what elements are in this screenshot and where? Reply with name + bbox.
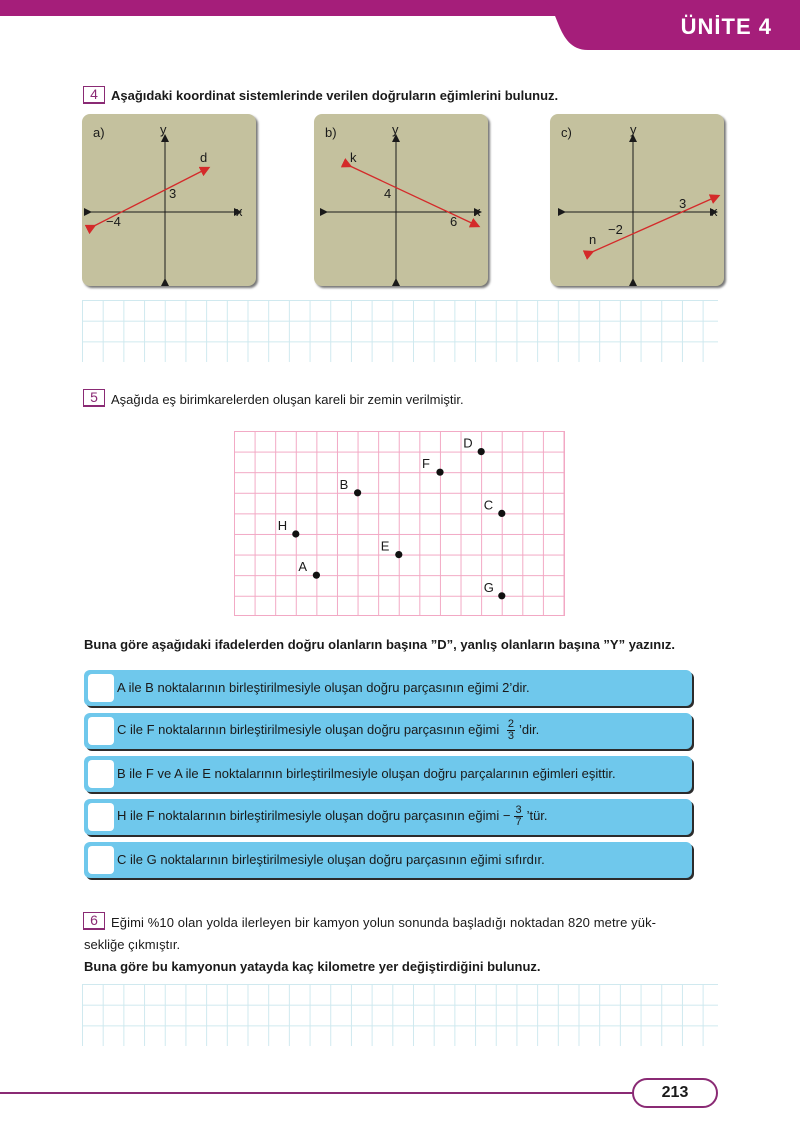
x-axis-label: x <box>236 204 243 219</box>
point-label-h: H <box>277 518 288 533</box>
statement-text: H ile F noktalarının birleştirilmesiyle oluşan doğru parçasının eğimi <box>117 807 500 823</box>
x-axis-label: x <box>711 204 718 219</box>
point-label-a: A <box>298 559 308 575</box>
unit-label: ÜNİTE 4 <box>680 14 772 39</box>
point-c <box>498 510 505 517</box>
q4-prompt: Aşağıdaki koordinat sistemlerinde verilen doğruların eğimlerini bulunuz. <box>111 88 559 103</box>
point-g <box>498 592 505 599</box>
point-d <box>478 448 485 455</box>
question-number-4: 4 <box>83 86 105 104</box>
graph-c <box>550 114 724 286</box>
fraction <box>514 805 522 828</box>
square-grid <box>234 431 565 616</box>
answer-grid-q6[interactable] <box>82 984 718 1046</box>
fraction-numerator: 3 <box>515 804 522 816</box>
statement-text: C ile G noktalarının birleştirilmesiyle oluşan doğru parçasının eğimi sıfırdır. <box>117 852 545 867</box>
statement-suffix: ’tür. <box>526 807 548 823</box>
statement-4 <box>84 799 692 835</box>
graph-label: b) <box>325 125 337 140</box>
x-intercept-label: 6 <box>450 214 458 229</box>
statement-text: A ile B noktalarının birleştirilmesiyle oluşan doğru parçasının eğimi 2’dir. <box>117 680 530 695</box>
fraction-denominator: 3 <box>507 730 514 742</box>
answer-grid-q4[interactable] <box>82 300 718 362</box>
graph-label: a) <box>93 125 105 140</box>
statement-text: B ile F ve A ile E noktalarının birleştirilmesiyle oluşan doğru parçalarının eğimleri eşittir. <box>117 766 616 781</box>
y-axis-label: y <box>630 122 637 137</box>
graph-a <box>82 114 256 286</box>
statement-content <box>117 719 539 742</box>
point-label-d: D <box>463 435 473 451</box>
point-label-e: E <box>380 538 390 554</box>
statement-text: C ile F noktalarının birleştirilmesiyle oluşan doğru parçasının eğimi <box>117 721 500 737</box>
point-label-c: C <box>483 497 494 513</box>
point-label-g: G <box>483 579 494 595</box>
q5-prompt: Aşağıda eş birimkarelerden oluşan kareli bir zemin verilmiştir. <box>111 392 464 407</box>
point-label-b: B <box>339 476 349 492</box>
y-axis-label: y <box>160 122 167 137</box>
x-axis-label: x <box>474 204 481 219</box>
statement-2 <box>84 713 692 749</box>
line-k <box>350 166 478 226</box>
answer-box[interactable] <box>88 717 114 745</box>
y-intercept-label: 4 <box>384 186 392 201</box>
point-e <box>395 551 402 558</box>
answer-box[interactable] <box>88 803 114 831</box>
answer-box[interactable] <box>88 674 114 702</box>
point-h <box>292 530 299 537</box>
fraction-sign: − <box>502 807 511 823</box>
y-axis-label: y <box>392 122 399 137</box>
question-number-6: 6 <box>83 912 105 930</box>
grid-points <box>234 431 565 616</box>
q6-line2: sekliğe çıkmıştır. <box>84 937 181 952</box>
point-a <box>313 572 320 579</box>
y-intercept-label: 3 <box>169 186 177 201</box>
y-intercept-label: −2 <box>608 222 623 237</box>
x-intercept-label: 3 <box>679 196 687 211</box>
graph-b <box>314 114 488 286</box>
q6-question: Buna göre bu kamyonun yatayda kaç kilometre yer değiştirdiğini bulunuz. <box>84 959 541 974</box>
statement-1 <box>84 670 692 706</box>
x-intercept-label: −4 <box>106 214 121 229</box>
point-f <box>436 469 443 476</box>
page-number: 213 <box>632 1078 718 1108</box>
fraction-numerator: 2 <box>507 718 514 730</box>
answer-box[interactable] <box>88 846 114 874</box>
statement-suffix: ’dir. <box>518 721 540 737</box>
question-number-5: 5 <box>83 389 105 407</box>
line-name: d <box>200 150 208 165</box>
fraction <box>507 719 515 742</box>
footer-line <box>0 1092 640 1094</box>
line-name: n <box>589 232 597 247</box>
statement-3 <box>84 756 692 792</box>
statement-5 <box>84 842 692 878</box>
q5-instruction: Buna göre aşağıdaki ifadelerden doğru olanların başına ”D”, yanlış olanların başına ”Y” yazınız. <box>84 637 675 652</box>
statement-content <box>117 805 548 828</box>
fraction-denominator: 7 <box>515 816 522 828</box>
graph-label: c) <box>561 125 572 140</box>
point-b <box>354 489 361 496</box>
answer-box[interactable] <box>88 760 114 788</box>
q6-line1: Eğimi %10 olan yolda ilerleyen bir kamyon yolun sonunda başladığı noktadan 820 metre yük- <box>111 915 657 930</box>
point-label-f: F <box>422 456 430 472</box>
line-name: k <box>350 150 357 165</box>
